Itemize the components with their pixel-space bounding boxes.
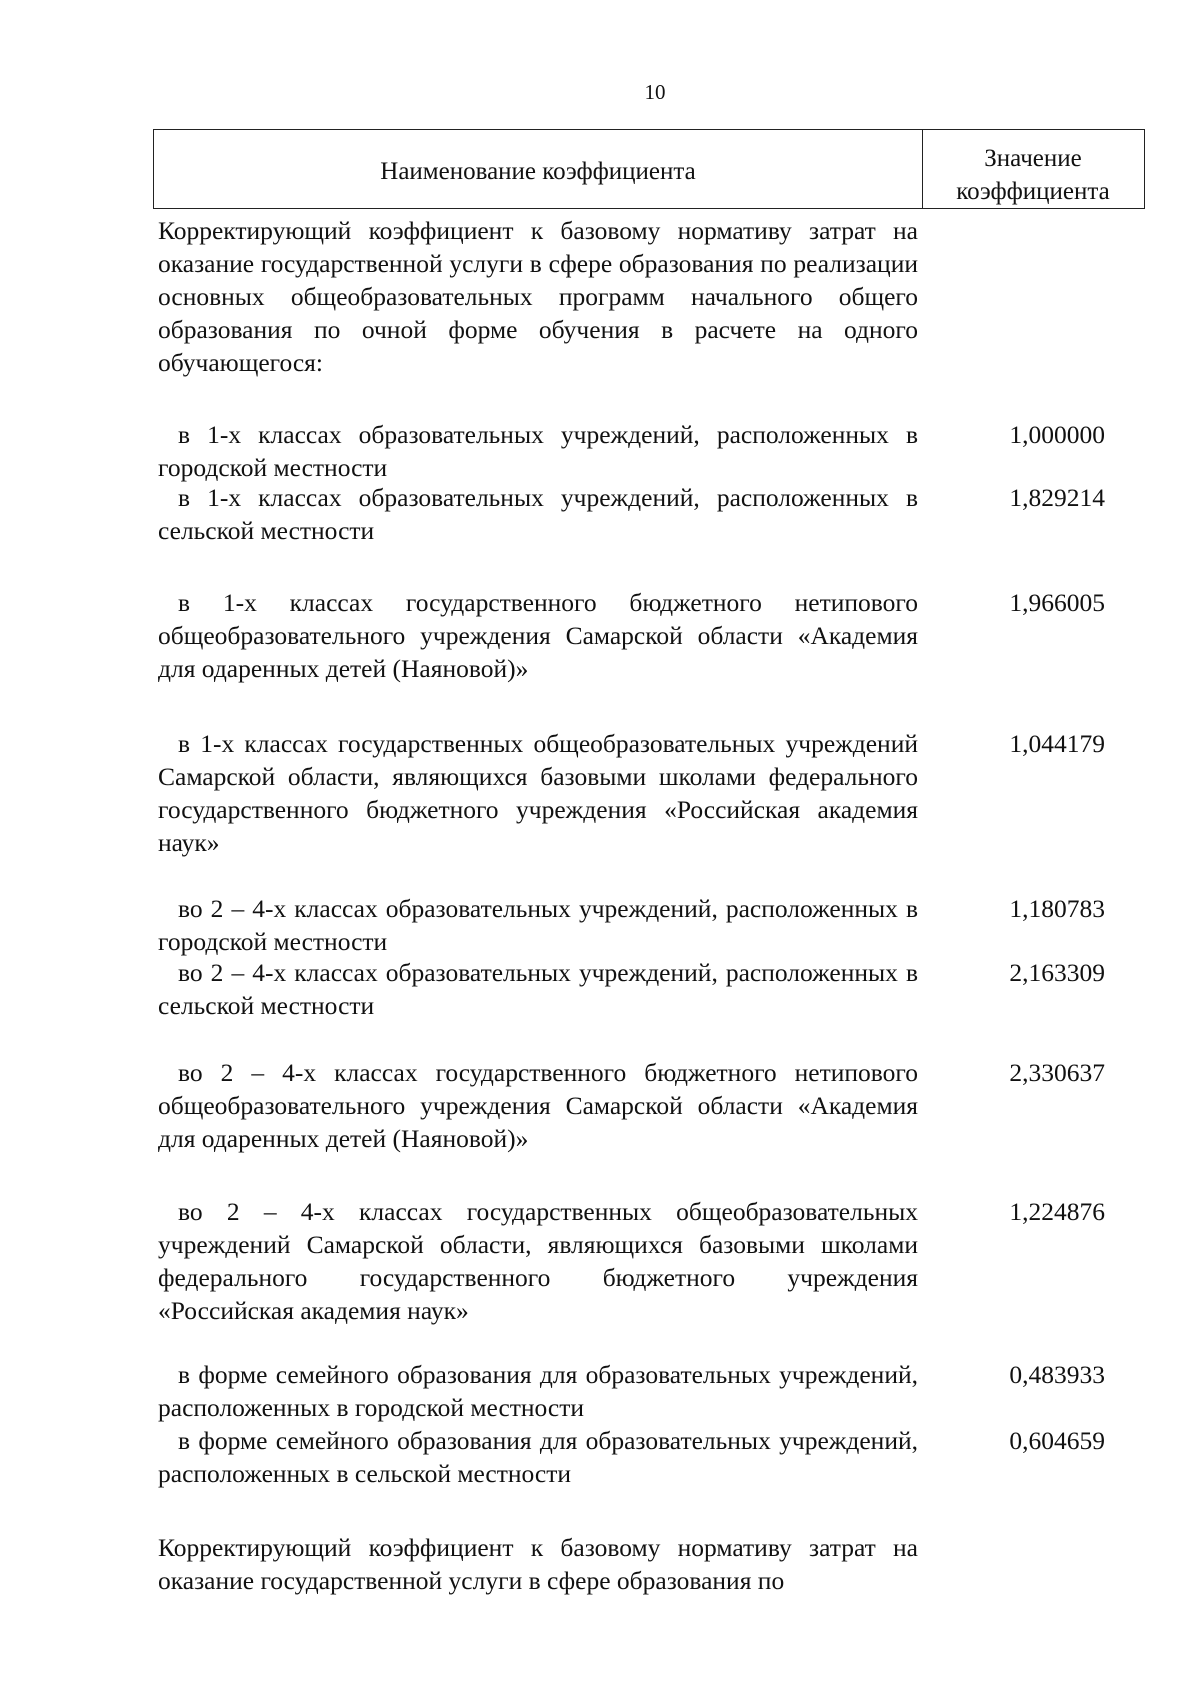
coefficient-value: 1,224876 [1009, 1197, 1105, 1226]
coefficient-value: 1,966005 [1009, 588, 1105, 617]
table-header [153, 129, 1145, 209]
coefficient-value: 1,829214 [1009, 483, 1105, 512]
header-value-line1: Значение [984, 145, 1082, 172]
coefficient-label: во 2 – 4-х классах образовательных учреждений, расположенных в сельской местности [158, 958, 918, 1020]
intro-paragraph: Корректирующий коэффициент к базовому нормативу затрат на оказание государственной услуги в сфере образования по реализации основных общеобразовательных программ начального общего образования по очной форме обучения в расчете на одного обучающегося: [158, 216, 918, 377]
coefficient-label: в 1-х классах государственных общеобразовательных учреждений Самарской области, являющихся базовыми школами федерального государственного бюджетного учреждения «Российская академия наук» [158, 729, 918, 857]
coefficient-value: 0,483933 [1009, 1360, 1105, 1389]
coefficient-value: 2,330637 [1009, 1058, 1105, 1087]
header-name-column: Наименование коэффициента [380, 158, 696, 185]
coefficient-label: во 2 – 4-х классах государственного бюджетного нетипового общеобразовательного учреждения Самарской области «Академия для одаренных детей (Наяновой)» [158, 1058, 918, 1153]
coefficient-label: в форме семейного образования для образовательных учреждений, расположенных в сельской местности [158, 1426, 918, 1488]
coefficient-value: 2,163309 [1009, 958, 1105, 987]
coefficient-label: во 2 – 4-х классах образовательных учреждений, расположенных в городской местности [158, 894, 918, 956]
coefficient-label: в 1-х классах образовательных учреждений, расположенных в сельской местности [158, 483, 918, 545]
coefficient-value: 0,604659 [1009, 1426, 1105, 1455]
coefficient-value: 1,044179 [1009, 729, 1105, 758]
coefficient-label: в 1-х классах образовательных учреждений, расположенных в городской местности [158, 420, 918, 482]
coefficient-value: 1,180783 [1009, 894, 1105, 923]
header-value-line2: коэффициента [956, 178, 1110, 205]
page-number: 10 [644, 80, 666, 104]
coefficient-value: 1,000000 [1009, 420, 1105, 449]
closing-paragraph: Корректирующий коэффициент к базовому нормативу затрат на оказание государственной услуги в сфере образования по [158, 1533, 918, 1595]
coefficient-label: во 2 – 4-х классах государственных общеобразовательных учреждений Самарской области, являющихся базовыми школами федерального государственного бюджетного учреждения «Российская академия наук» [158, 1197, 918, 1325]
coefficient-label: в форме семейного образования для образовательных учреждений, расположенных в городской местности [158, 1360, 918, 1422]
header-value-column [922, 142, 1144, 208]
coefficient-label: в 1-х классах государственного бюджетного нетипового общеобразовательного учреждения Самарской области «Академия для одаренных детей (Наяновой)» [158, 588, 918, 683]
